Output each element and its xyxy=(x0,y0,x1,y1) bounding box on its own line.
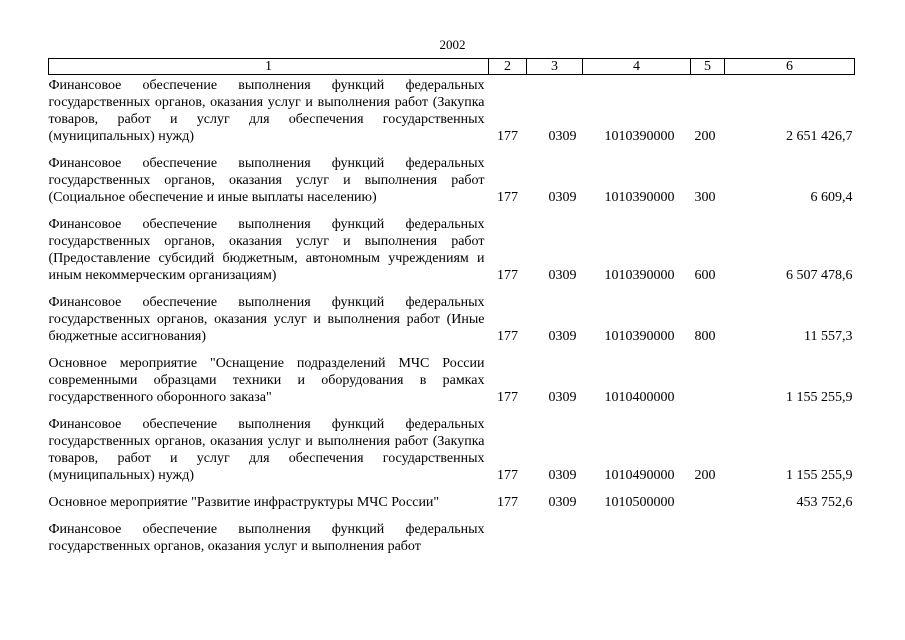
row-amount: 6 609,4 xyxy=(810,190,853,205)
table-row xyxy=(49,416,855,494)
row-description: Основное мероприятие "Оснащение подразделений МЧС России современными образцами техники и оборудования в рамках государственного оборонного заказа" xyxy=(48,356,485,405)
column-header-6: 6 xyxy=(725,59,855,75)
row-section: 0309 xyxy=(548,190,577,205)
row-expense-type xyxy=(691,494,725,521)
row-description: Финансовое обеспечение выполнения функций федеральных государственных органов, оказания услуг и выполнения работ (Закупка товаров, работ и услуг для обеспечения государственных (муниципальных) нужд) xyxy=(48,417,485,483)
column-header-1: 1 xyxy=(49,59,489,75)
row-amount: 11 557,3 xyxy=(804,329,853,344)
row-ministry: 177 xyxy=(497,268,518,283)
table-row xyxy=(49,355,855,416)
row-description: Финансовое обеспечение выполнения функций федеральных государственных органов, оказания услуг и выполнения работ (Закупка товаров, работ и услуг для обеспечения государственных (муниципальных) нужд) xyxy=(48,78,485,144)
row-ministry: 177 xyxy=(497,468,518,483)
row-description: Финансовое обеспечение выполнения функций федеральных государственных органов, оказания услуг и выполнения работ (Предоставление субсидий бюджетным, автономным учреждениям и иным некоммерческим организациям) xyxy=(48,217,485,283)
row-target: 1010390000 xyxy=(604,329,675,344)
row-ministry: 177 xyxy=(497,390,518,405)
row-target: 1010390000 xyxy=(604,268,675,283)
row-ministry xyxy=(489,521,527,565)
row-expense-type xyxy=(691,355,725,416)
row-expense-type: 200 xyxy=(694,129,716,144)
budget-table xyxy=(48,58,855,565)
row-amount: 1 155 255,9 xyxy=(786,390,853,405)
page-number: 2002 xyxy=(439,37,466,52)
column-header-5: 5 xyxy=(691,59,725,75)
row-amount: 453 752,6 xyxy=(796,495,853,510)
row-ministry: 177 xyxy=(497,129,518,144)
table-row xyxy=(49,294,855,355)
row-section xyxy=(527,521,583,565)
row-section: 0309 xyxy=(548,268,577,283)
column-header-3: 3 xyxy=(527,59,583,75)
row-target: 1010490000 xyxy=(604,468,675,483)
row-description: Финансовое обеспечение выполнения функций федеральных государственных органов, оказания услуг и выполнения работ (Социальное обеспечение и иные выплаты населению) xyxy=(48,156,485,205)
row-amount xyxy=(725,521,855,565)
row-expense-type: 300 xyxy=(694,190,716,205)
row-target: 1010390000 xyxy=(604,190,675,205)
table-row xyxy=(49,155,855,216)
table-header-row xyxy=(49,59,855,75)
table-row xyxy=(49,521,855,565)
row-description: Финансовое обеспечение выполнения функций федеральных государственных органов, оказания услуг и выполнения работ xyxy=(48,522,485,554)
row-target: 1010500000 xyxy=(604,495,675,510)
row-ministry: 177 xyxy=(497,190,518,205)
column-header-2: 2 xyxy=(489,59,527,75)
column-header-4: 4 xyxy=(583,59,691,75)
row-expense-type xyxy=(691,521,725,565)
row-section: 0309 xyxy=(548,495,577,510)
row-target xyxy=(583,521,691,565)
row-expense-type: 800 xyxy=(694,329,716,344)
row-description: Финансовое обеспечение выполнения функций федеральных государственных органов, оказания услуг и выполнения работ (Иные бюджетные ассигнования) xyxy=(48,295,485,344)
table-row xyxy=(49,75,855,156)
row-ministry: 177 xyxy=(497,495,518,510)
table-row xyxy=(49,216,855,294)
row-target: 1010390000 xyxy=(604,129,675,144)
row-description: Основное мероприятие "Развитие инфраструктуры МЧС России" xyxy=(48,495,440,510)
row-section: 0309 xyxy=(548,329,577,344)
row-target: 1010400000 xyxy=(604,390,675,405)
row-ministry: 177 xyxy=(497,329,518,344)
row-section: 0309 xyxy=(548,129,577,144)
row-amount: 6 507 478,6 xyxy=(786,268,853,283)
row-expense-type: 600 xyxy=(694,268,716,283)
row-expense-type: 200 xyxy=(694,468,716,483)
row-amount: 2 651 426,7 xyxy=(786,129,853,144)
table-row xyxy=(49,494,855,521)
row-section: 0309 xyxy=(548,468,577,483)
row-amount: 1 155 255,9 xyxy=(786,468,853,483)
row-section: 0309 xyxy=(548,390,577,405)
